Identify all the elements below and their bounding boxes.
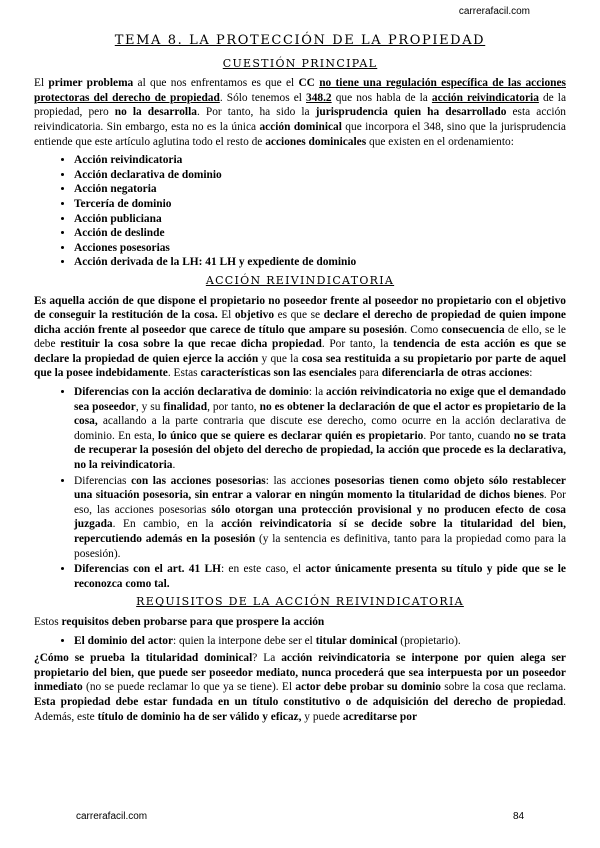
text-run: (y la sentencia es definitiva, tanto para la propiedad como para la posesión). <box>74 533 567 560</box>
list-item: • Tercería de dominio <box>74 197 566 212</box>
text-run: . En cambio, en la <box>112 518 222 531</box>
text-run: , por tanto, <box>207 400 260 413</box>
text-run: no se trata de recuperar la posesión del objeto del derecho de propiedad, la acción que procede es la declarativa, no la reivindicatoria <box>74 429 566 472</box>
text-run: es que se <box>274 309 324 322</box>
text-run: . Como <box>404 323 442 336</box>
list-item <box>74 562 566 591</box>
list-item <box>74 385 566 473</box>
text-run: restituir la cosa sobre la que recae dicha propiedad <box>60 338 322 351</box>
text-run: que existen en el ordenamiento: <box>366 135 514 148</box>
titularidad-paragraph <box>34 651 566 724</box>
text-run: que incorpora el 348, sino que la jurisprudencia entiende que este artículo aglutina todo el resto de <box>34 120 566 148</box>
text-run: acreditarse por <box>342 710 418 723</box>
text-run: El dominio del actor <box>74 634 174 647</box>
principal-paragraph <box>34 76 566 149</box>
text-run: . Además, este <box>34 695 566 723</box>
text-run: declare el derecho de propiedad de quien impone dicha acción frente al poseedor que carece de título que ampare su posesión <box>34 309 566 336</box>
text-run: actor únicamente presenta su título y pide que se le reconozca como tal. <box>74 563 566 590</box>
footer-site-url: carrerafacil.com <box>76 811 148 822</box>
text-run: acción reivindicatoria no exige que el demandado sea poseedor <box>74 386 566 413</box>
text-run: para <box>356 367 382 380</box>
text-run: acción reivindicatoria se interpone por quien alega ser propietario del bien, que puede ser poseedor mediato, nunca procederá que sea interpuesta por un poseedor inmediato <box>34 652 566 694</box>
text-run: cosa sea restituida a su propietario por parte de aquel que la posee indebidamente <box>34 352 566 380</box>
list-item: • Acción derivada de la LH: 41 LH y expediente de dominio <box>74 255 566 270</box>
text-run: que nos habla de la <box>331 91 432 104</box>
text-run: características son las esenciales <box>200 367 357 380</box>
list-item <box>74 474 566 562</box>
text-run: (no se puede reclamar lo que ya se tiene). El <box>82 681 296 694</box>
text-run: y puede <box>301 710 343 723</box>
text-run: Es aquella acción de que dispone el propietario no poseedor frente al poseedor no propietario con el objetivo de conseguir la restitución de la cosa. <box>34 294 566 322</box>
text-run: . Por eso, las acciones posesorias <box>74 489 566 516</box>
text-run: al que nos enfrentamos es que el <box>133 77 299 90</box>
page-content <box>34 34 566 727</box>
text-run: objetivo <box>234 309 275 322</box>
text-run: actor debe probar su dominio <box>295 681 441 694</box>
text-run: título de dominio ha de ser válido y eficaz, <box>97 710 302 723</box>
text-run: : las accion <box>265 474 321 487</box>
text-run: , y su <box>135 400 164 413</box>
text-run: jurisprudencia quien ha desarrollado <box>315 106 507 119</box>
text-run: tendencia de esta acción es que se declare la propiedad de quien ejerce la acción <box>34 338 566 365</box>
text-run: acciones dominicales <box>265 135 367 148</box>
list-item: • Acción publiciana <box>74 212 566 227</box>
text-run: primer problema <box>48 77 134 90</box>
text-run: . Sólo tenemos el <box>219 91 306 104</box>
text-run: acción reivindicatoria <box>431 91 539 104</box>
text-run: El <box>34 77 49 90</box>
text-run: . Estas <box>167 367 201 380</box>
text-run: requisitos deben probarse para que prospere la acción <box>61 615 325 628</box>
text-run: . <box>172 459 176 472</box>
text-run: . Por tanto, cuando <box>423 429 514 442</box>
text-run: Diferencias con el art. 41 LH <box>74 563 221 576</box>
text-run: consecuencia <box>441 323 505 336</box>
text-run: Esta propiedad debe estar fundada en un título constitutivo o de adquisición del derecho de propiedad <box>34 695 564 708</box>
text-run: acallando a la parte contraria que discute ese derecho, como ocurre en la acción declarativa de dominio. En esta, <box>74 415 566 442</box>
text-run: Diferencias con la acción declarativa de dominio <box>74 386 309 399</box>
requisitos-intro <box>34 615 566 630</box>
reivindicatoria-paragraph <box>34 294 566 382</box>
section-heading-requisitos: REQUISITOS DE LA ACCIÓN REIVINDICATORIA <box>136 595 464 609</box>
list-item: • Acción de deslinde <box>74 226 566 241</box>
text-run: no es obtener la declaración de que el actor es propietario de la cosa, <box>74 400 566 428</box>
list-item: • Acciones posesorias <box>74 241 566 256</box>
text-run: (propietario). <box>397 634 461 647</box>
requisitos-list <box>34 634 566 649</box>
text-run: diferenciarla de otras acciones <box>381 367 530 380</box>
header-site-url: carrerafacil.com <box>458 6 530 17</box>
text-run: no tiene una regulación específica de las acciones protectoras del derecho de propiedad <box>34 77 566 104</box>
text-run: . Por tanto, la <box>321 338 394 351</box>
text-run: con las acciones posesorias <box>131 474 266 487</box>
list-item: • Acción declarativa de dominio <box>74 168 566 183</box>
text-run: acción reivindicatoria sí se decide sobre la titularidad del bien, repercutiendo además en la posesión <box>74 518 566 545</box>
text-run: sólo otorgan una protección provisional y no producen efecto de cosa juzgada <box>74 503 566 531</box>
differences-list <box>34 385 566 591</box>
text-run: ? La <box>252 652 282 665</box>
list-item: • Acción negatoria <box>74 182 566 197</box>
list-item: • Acción reivindicatoria <box>74 153 566 168</box>
text-run: sobre la cosa que reclama. <box>440 681 566 694</box>
section-heading-principal: CUESTIÓN PRINCIPAL <box>222 56 378 70</box>
text-run: : quien la interpone debe ser el <box>173 634 316 647</box>
text-run: : la <box>308 386 327 399</box>
text-run: finalidad <box>163 400 208 413</box>
text-run: El <box>217 309 235 322</box>
page-number: 84 <box>513 811 525 822</box>
text-run: : en este caso, el <box>220 563 306 576</box>
list-item <box>74 634 566 649</box>
text-run: esta acción reivindicatoria. Sin embargo, esta no es la única <box>34 106 566 133</box>
text-run: 348.2 <box>306 91 332 104</box>
text-run: titular dominical <box>315 634 398 647</box>
page-title: TEMA 8. LA PROTECCIÓN DE LA PROPIEDAD <box>114 33 486 48</box>
text-run: CC <box>298 77 320 90</box>
text-run: de la propiedad, pero <box>34 91 566 119</box>
text-run: Estos <box>34 615 62 628</box>
text-run: y que la <box>258 352 302 365</box>
section-heading-reivindicatoria: ACCIÓN REIVINDICATORIA <box>205 273 395 287</box>
text-run: ¿Cómo se prueba la titularidad dominical <box>34 652 253 665</box>
text-run: es posesorias tienen como objeto sólo restablecer una situación posesoria, sin entrar a valorar en ningún momento la titularidad de dichos bienes <box>74 474 566 502</box>
text-run: : <box>529 367 533 380</box>
text-run: no la desarrolla <box>114 106 197 119</box>
text-run: . Por tanto, ha sido la <box>196 106 316 119</box>
dominical-actions-list <box>34 153 566 270</box>
text-run: acción dominical <box>259 120 342 133</box>
text-run: Diferencias <box>74 474 132 487</box>
text-run: de ello, se le debe <box>34 323 566 351</box>
text-run: lo único que se quiere es declarar quién es propietario <box>158 429 424 442</box>
